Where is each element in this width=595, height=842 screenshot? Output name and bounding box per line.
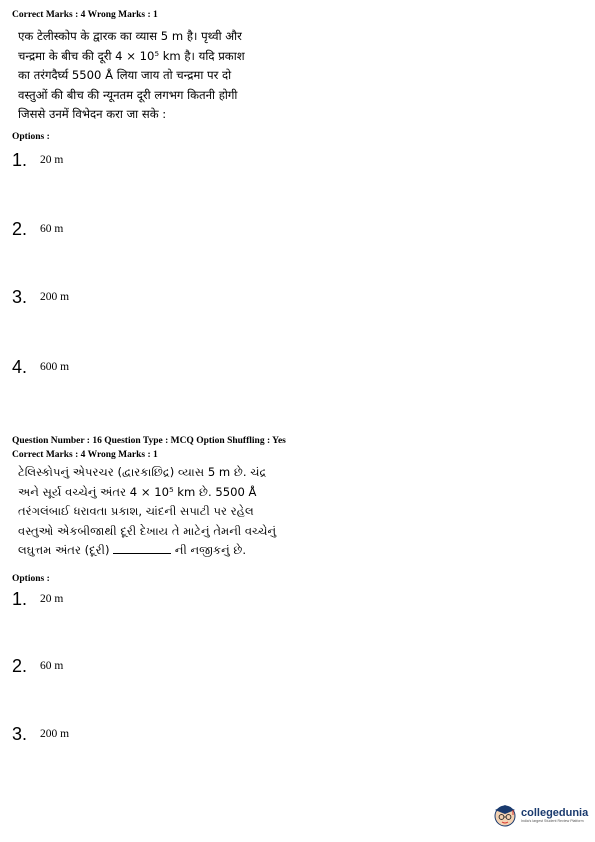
option-number: 1.: [12, 150, 28, 170]
option-value: 200 m: [40, 728, 70, 740]
fill-in-blank: [113, 543, 171, 554]
option-number: 2.: [12, 656, 28, 676]
logo-tagline: India's largest Student Review Platform: [521, 818, 584, 823]
q15-option-1[interactable]: [12, 150, 63, 171]
q16-marks-line: Correct Marks : 4 Wrong Marks : 1: [12, 450, 158, 460]
q15-option-4[interactable]: [12, 357, 69, 378]
q16-options-label: Options :: [12, 574, 50, 584]
q16-question-text: [18, 463, 276, 561]
q16-text-before-blank: લઘુત્તમ અંતર (દૂરી): [18, 543, 114, 558]
option-value: 60 m: [40, 660, 64, 672]
option-number: 3.: [12, 724, 28, 744]
option-number: 3.: [12, 287, 28, 307]
q16-option-1[interactable]: [12, 589, 63, 610]
q15-text-line: एक टेलीस्कोप के द्वारक का व्यास 5 m है। पृथ्वी और: [18, 29, 242, 43]
option-number: 4.: [12, 357, 28, 377]
student-mascot-icon: [492, 802, 518, 828]
q16-text-line: અને સૂર્ય વચ્ચેનું અંતર 4 × 10⁵ km છે. 5500 Å: [18, 484, 257, 499]
q16-text-line: ટેલિસ્કોપનું એપરચર (દ્વારકાછિદ્ર) વ્યાસ 5 m છે. ચંદ્ર: [18, 465, 267, 479]
q16-text-line: તરંગલંબાઈ ધરાવતા પ્રકાશ, ચાંદની સપાટી પર રહેલ: [18, 504, 254, 519]
q15-text-line: चन्द्रमा के बीच की दूरी 4 × 10⁵ km है। यदि प्रकाश: [18, 48, 245, 63]
logo-name: collegedunia: [521, 806, 589, 819]
q16-option-3[interactable]: [12, 724, 69, 745]
q16-text-line: વસ્તુઓ એકબીજાથી દૂરી દેખાય તે માટેનું તેમની વચ્ચેનું: [18, 523, 277, 538]
option-number: 2.: [12, 219, 28, 239]
option-value: 600 m: [40, 361, 70, 373]
q15-text-line: जिससे उनमें विभेदन करा जा सके :: [18, 107, 167, 122]
option-value: 20 m: [40, 154, 64, 166]
collegedunia-logo: [492, 802, 588, 828]
q16-text-line-last: [18, 541, 276, 561]
option-number: 1.: [12, 589, 28, 609]
option-value: 20 m: [40, 593, 64, 605]
q15-text-line: वस्तुओं की बीच की न्यूनतम दूरी लगभग कितनी होगी: [18, 87, 238, 102]
q15-question-text: [18, 27, 245, 125]
q15-option-3[interactable]: [12, 287, 69, 308]
q15-options-label: Options :: [12, 132, 50, 142]
q16-text-after-blank: ની નજીકનું છે.: [171, 543, 247, 558]
q15-option-2[interactable]: [12, 219, 63, 240]
option-value: 200 m: [40, 291, 70, 303]
option-value: 60 m: [40, 223, 64, 235]
q15-marks-line: Correct Marks : 4 Wrong Marks : 1: [12, 10, 158, 20]
q16-option-2[interactable]: [12, 656, 63, 677]
q16-header-line: Question Number : 16 Question Type : MCQ Option Shuffling : Yes: [12, 436, 286, 446]
q15-text-line: का तरंगदैर्घ्य 5500 Å लिया जाय तो चन्द्रमा पर दो: [18, 68, 232, 83]
